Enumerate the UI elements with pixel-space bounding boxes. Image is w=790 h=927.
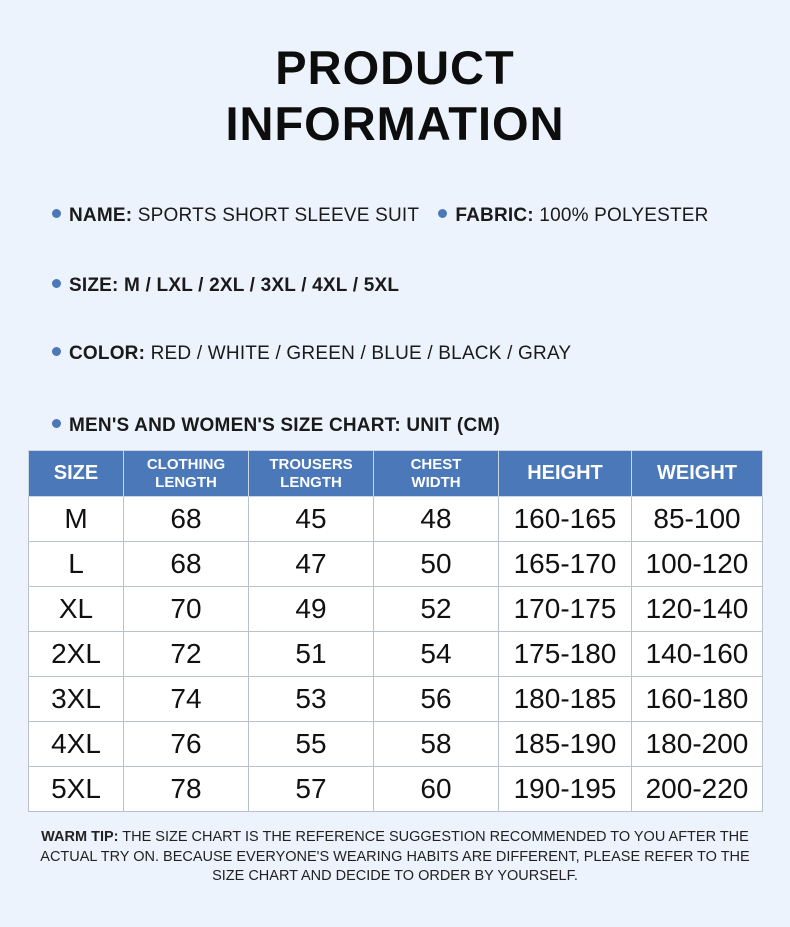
table-cell: 185-190 [499,722,632,767]
header-chest-width [374,451,499,497]
table-body [29,497,763,812]
table-cell: 120-140 [632,587,763,632]
header-line: CLOTHING [146,455,226,473]
table-cell: 170-175 [499,587,632,632]
table-cell: 4XL [29,722,124,767]
table-cell: 200-220 [632,767,763,812]
title-line-2: INFORMATION [225,97,565,150]
color-value: RED / WHITE / GREEN / BLUE / BLACK / GRAY [150,343,572,364]
header-clothing-length [124,451,249,497]
bullet-icon [52,209,61,218]
table-cell: 180-185 [499,677,632,722]
table-cell: 74 [124,677,249,722]
table-cell: 78 [124,767,249,812]
title-line-1: PRODUCT [275,41,515,94]
header-weight: WEIGHT [632,451,763,497]
table-cell: XL [29,587,124,632]
table-cell: 140-160 [632,632,763,677]
table-cell: 60 [374,767,499,812]
chart-heading: MEN'S AND WOMEN'S SIZE CHART: UNIT (CM) [69,415,500,436]
bullet-icon [52,279,61,288]
chart-heading-line [52,414,500,438]
table-cell: 45 [249,497,374,542]
table-cell: 53 [249,677,374,722]
size-chart-table [28,450,763,812]
color-line [52,342,571,366]
table-cell: 49 [249,587,374,632]
header-line: CHEST [410,455,462,473]
name-label: NAME: [69,205,133,226]
table-row [29,542,763,587]
page-title [0,40,790,152]
table-cell: 160-180 [632,677,763,722]
table-cell: 57 [249,767,374,812]
table-cell: 47 [249,542,374,587]
name-fabric-line [52,204,709,228]
table-cell: 51 [249,632,374,677]
table-cell: 76 [124,722,249,767]
table-cell: M [29,497,124,542]
table-cell: 160-165 [499,497,632,542]
table-cell: 48 [374,497,499,542]
table-cell: 85-100 [632,497,763,542]
bullet-icon [52,419,61,428]
header-line: LENGTH [155,473,217,491]
tip-text: THE SIZE CHART IS THE REFERENCE SUGGESTION RECOMMENDED TO YOU AFTER THE ACTUAL TRY ON. BECAUSE EVERYONE'S WEARING HABITS ARE DIFFERENT, PLEASE REFER TO THE SIZE CHART AND DECIDE TO ORDER BY YOURSELF. [40,829,750,884]
table-cell: 56 [374,677,499,722]
fabric-value: 100% POLYESTER [539,205,709,226]
table-row [29,497,763,542]
table-header-row [29,451,763,497]
header-trousers-length [249,451,374,497]
header-line: WIDTH [411,473,461,491]
table-cell: 54 [374,632,499,677]
table-cell: 68 [124,542,249,587]
table-cell: L [29,542,124,587]
table-cell: 72 [124,632,249,677]
size-line [52,274,399,298]
bullet-icon [52,347,61,356]
table-cell: 165-170 [499,542,632,587]
table-cell: 3XL [29,677,124,722]
header-line: LENGTH [280,473,342,491]
table-row [29,722,763,767]
table-cell: 70 [124,587,249,632]
name-value: SPORTS SHORT SLEEVE SUIT [137,205,419,226]
header-line: TROUSERS [269,455,353,473]
tip-label: WARM TIP: [41,829,119,845]
table-row [29,767,763,812]
table-cell: 100-120 [632,542,763,587]
size-label: SIZE: [69,275,119,296]
table-cell: 55 [249,722,374,767]
header-height: HEIGHT [499,451,632,497]
color-label: COLOR: [69,343,146,364]
table-cell: 58 [374,722,499,767]
table-cell: 52 [374,587,499,632]
header-size: SIZE [29,451,124,497]
bullet-icon [438,209,447,218]
fabric-label: FABRIC: [455,205,534,226]
table-row [29,677,763,722]
table-cell: 50 [374,542,499,587]
warm-tip [40,828,750,887]
table-cell: 5XL [29,767,124,812]
size-value: M / LXL / 2XL / 3XL / 4XL / 5XL [124,275,400,296]
table-row [29,587,763,632]
table-cell: 2XL [29,632,124,677]
table-cell: 180-200 [632,722,763,767]
table-cell: 175-180 [499,632,632,677]
table-cell: 190-195 [499,767,632,812]
table-cell: 68 [124,497,249,542]
table-row [29,632,763,677]
